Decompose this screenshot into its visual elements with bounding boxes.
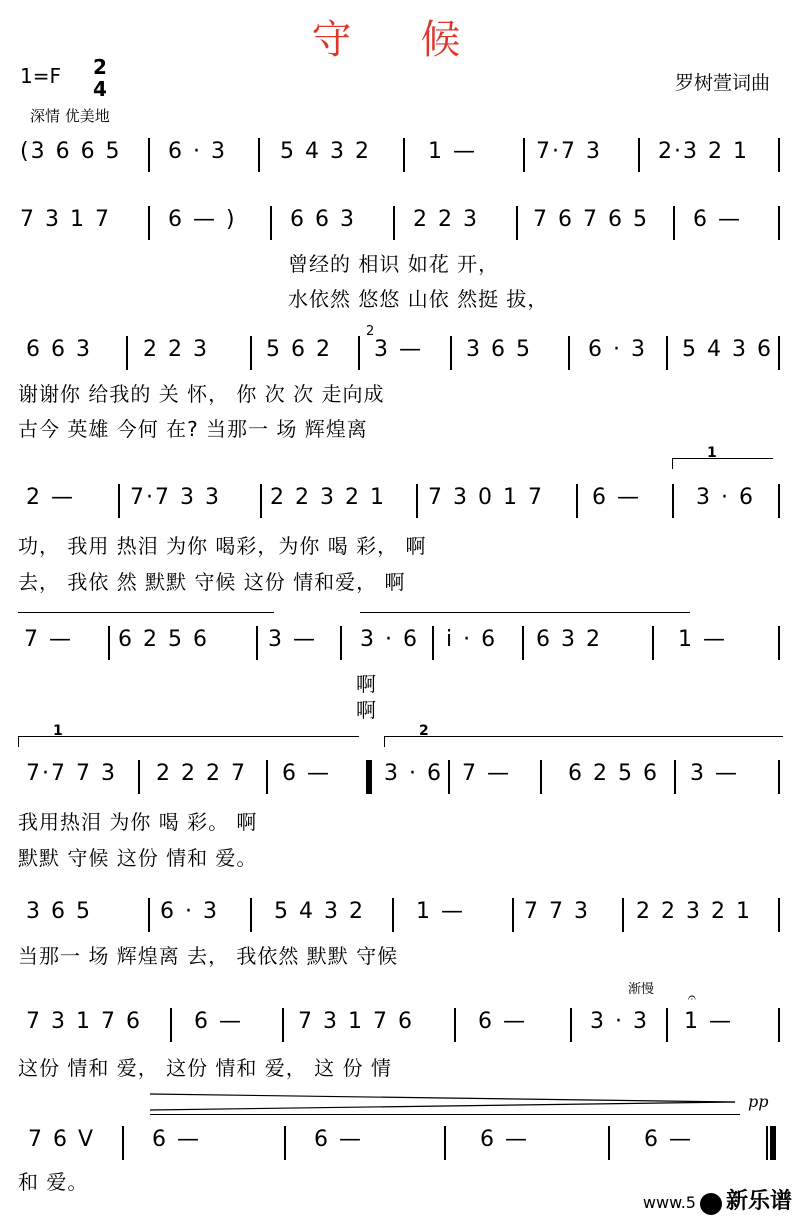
volta-number: 2: [419, 723, 429, 739]
staff-system-6: [18, 752, 782, 798]
measure: 6 —: [592, 485, 641, 510]
measure: 3 —: [374, 337, 423, 362]
final-barline: [770, 1126, 776, 1160]
barline: [540, 760, 542, 794]
lyric-line: 啊: [356, 698, 377, 722]
staff-system-4: [18, 476, 782, 522]
lyric-line: 我用热泪 为你 喝 彩。 啊: [18, 810, 258, 834]
measure: i · 6: [446, 627, 498, 652]
barline: [666, 1008, 668, 1042]
measure: 6 2 5 6: [118, 627, 209, 652]
dynamic-marking: pp: [748, 1092, 769, 1111]
footer-brand: 新乐谱: [725, 1189, 792, 1214]
barline: [666, 336, 668, 370]
volta-number: 1: [707, 445, 717, 461]
lyric-line: 功， 我用 热泪 为你 喝彩，为你 喝 彩， 啊: [18, 534, 427, 558]
staff-system-7: [18, 890, 782, 936]
repeat-barline: [366, 760, 372, 794]
staff-system-1: [18, 130, 782, 176]
footer-url: www.5: [642, 1193, 696, 1212]
measure: 3 —: [268, 627, 317, 652]
measure: 3 · 6: [696, 485, 755, 510]
lyric-line: 当那一 场 辉煌离 去， 我依然 默默 守候: [18, 944, 399, 968]
measure: 6 6 3: [290, 207, 356, 232]
lyric-line: 和 爱。: [18, 1170, 89, 1194]
barline: [148, 898, 150, 932]
measure: 6 —: [152, 1127, 201, 1152]
measure: 6 —: [693, 207, 742, 232]
barline: [672, 484, 674, 518]
barline: [512, 898, 514, 932]
measure: 3 6 5: [26, 899, 92, 924]
measure: (3 6 6 5: [20, 139, 122, 164]
barline: [778, 626, 780, 660]
barline: [516, 206, 518, 240]
lyric-line: 去， 我依 然 默默 守候 这份 情和爱， 啊: [18, 570, 406, 594]
measure: 2 2 3 2 1: [270, 485, 386, 510]
barline: [454, 1008, 456, 1042]
staff-system-2: [18, 198, 782, 244]
barline: [392, 898, 394, 932]
measure: 6 —: [314, 1127, 363, 1152]
measure: 3 —: [690, 761, 739, 786]
measure: 2 2 3: [413, 207, 479, 232]
staff-system-3: [18, 324, 782, 374]
barline: [148, 138, 150, 172]
measure: 2 2 2 7: [156, 761, 247, 786]
measure: 7 3 1 7 6: [26, 1009, 142, 1034]
measure: 6 · 3: [588, 337, 647, 362]
measure: 7 3 1 7: [20, 207, 111, 232]
barline: [256, 626, 258, 660]
slur-line: [360, 612, 690, 613]
barline: [108, 626, 110, 660]
barline: [170, 1008, 172, 1042]
barline: [284, 1126, 286, 1160]
barline: [778, 484, 780, 518]
measure: 7 6 V: [28, 1127, 96, 1152]
staff-system-9: [18, 1118, 782, 1164]
barline: [674, 760, 676, 794]
measure: 6 —: [282, 761, 331, 786]
measure: 5 4 3 2: [274, 899, 365, 924]
barline: [576, 484, 578, 518]
measure: 6 —: [480, 1127, 529, 1152]
measure: 1 —: [684, 1009, 733, 1034]
lyric-line: 水依然 悠悠 山依 然挺 拔，: [288, 287, 549, 311]
barline: [432, 626, 434, 660]
footer-watermark: [643, 1184, 792, 1215]
measure: 7 3 0 1 7: [428, 485, 544, 510]
measure: 7·7 3: [536, 139, 602, 164]
barline: [778, 898, 780, 932]
barline: [570, 1008, 572, 1042]
measure: 5 4 3 6: [682, 337, 773, 362]
segno-mark: 2: [366, 324, 375, 339]
key-signature: 1=F: [20, 64, 61, 88]
barline: [622, 898, 624, 932]
diminuendo-hairpin: [150, 1092, 740, 1112]
measure: 6 2 5 6: [568, 761, 659, 786]
barline: [260, 484, 262, 518]
barline: [282, 1008, 284, 1042]
barline: [450, 336, 452, 370]
barline: [778, 206, 780, 240]
volta-1b: [18, 723, 359, 747]
barline: [523, 138, 525, 172]
measure: 7 —: [462, 761, 511, 786]
barline: [568, 336, 570, 370]
staff-system-8: [18, 1000, 782, 1046]
measure: 3 · 6: [384, 761, 443, 786]
volta-1: [672, 445, 773, 469]
measure: 1 —: [678, 627, 727, 652]
measure: 2·3 2 1: [658, 139, 749, 164]
time-signature: [90, 56, 110, 100]
measure: 7 3 1 7 6: [298, 1009, 414, 1034]
barline: [778, 138, 780, 172]
barline: [393, 206, 395, 240]
measure: 7·7 7 3: [26, 761, 117, 786]
barline: [126, 336, 128, 370]
barline: [778, 1008, 780, 1042]
measure: 6 6 3: [26, 337, 92, 362]
barline: [652, 626, 654, 660]
barline: [266, 760, 268, 794]
lyric-line: 谢谢你 给我的 关 怀， 你 次 次 走向成: [18, 382, 385, 406]
time-signature-bottom: 4: [93, 77, 107, 101]
measure: 7·7 3 3: [130, 485, 221, 510]
tie-line: [150, 1114, 740, 1115]
barline: [138, 760, 140, 794]
lyric-line: 默默 守候 这份 情和 爱。: [18, 846, 258, 870]
measure: 2 2 3 2 1: [636, 899, 752, 924]
barline: [444, 1126, 446, 1160]
barline: [258, 138, 260, 172]
barline: [270, 206, 272, 240]
record-icon: [700, 1193, 722, 1215]
measure: 2 —: [26, 485, 75, 510]
lyric-line: 这份 情和 爱， 这份 情和 爱， 这 份 情: [18, 1056, 392, 1080]
barline: [673, 206, 675, 240]
barline: [250, 336, 252, 370]
staff-system-5: [18, 618, 782, 664]
measure: 6 3 2: [536, 627, 602, 652]
measure: 6 —: [478, 1009, 527, 1034]
tie-line: [18, 612, 274, 613]
fermata-icon: 𝄐: [688, 990, 696, 1006]
barline: [118, 484, 120, 518]
measure: 5 6 2: [266, 337, 332, 362]
lyric-line: 曾经的 相识 如花 开，: [288, 252, 500, 276]
measure: 6 · 3: [160, 899, 219, 924]
barline: [778, 760, 780, 794]
measure: 6 —: [644, 1127, 693, 1152]
barline: [416, 484, 418, 518]
barline: [638, 138, 640, 172]
measure: 7 7 3: [524, 899, 590, 924]
barline: [250, 898, 252, 932]
barline: [148, 206, 150, 240]
measure: 5 4 3 2: [280, 139, 371, 164]
measure: 3 · 3: [590, 1009, 649, 1034]
barline: [778, 336, 780, 370]
tempo-marking: 深情 优美地: [30, 107, 110, 125]
volta-2: [384, 723, 783, 747]
lyric-line: 啊: [356, 672, 377, 696]
composer: 罗树萱词曲: [674, 72, 770, 94]
barline: [122, 1126, 124, 1160]
barline: [522, 626, 524, 660]
measure: 3 6 5: [466, 337, 532, 362]
measure: 1 —: [428, 139, 477, 164]
ritardando-mark: 渐慢: [628, 982, 655, 997]
measure: 7 6 7 6 5: [533, 207, 649, 232]
measure: 6 · 3: [168, 139, 227, 164]
time-signature-top: 2: [93, 55, 107, 79]
barline: [448, 760, 450, 794]
measure: 7 —: [24, 627, 73, 652]
barline: [340, 626, 342, 660]
barline: [608, 1126, 610, 1160]
measure: 2 2 3: [143, 337, 209, 362]
barline: [403, 138, 405, 172]
volta-number: 1: [53, 723, 63, 739]
barline: [358, 336, 360, 370]
measure: 6 —: [194, 1009, 243, 1034]
song-title: 守 候: [311, 17, 489, 63]
lyric-line: 古今 英雄 今何 在? 当那一 场 辉煌离: [18, 417, 368, 441]
measure: 3 · 6: [360, 627, 419, 652]
measure: 1 —: [416, 899, 465, 924]
measure: 6 — ): [168, 207, 237, 232]
